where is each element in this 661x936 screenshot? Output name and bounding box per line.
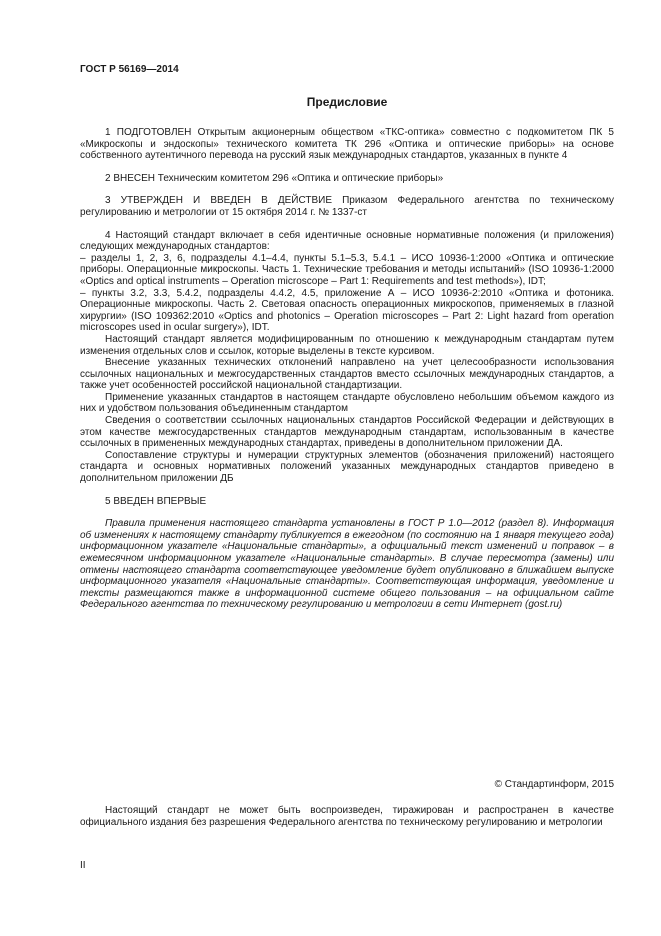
page-title: Предисловие	[306, 95, 388, 109]
section-5-introduced: 5 ВВЕДЕН ВПЕРВЫЕ	[105, 495, 207, 507]
foreword-content	[80, 127, 614, 611]
section-4-item-2: – пункты 3.2, 3.3, 5.4.2, подразделы 4.4.2, 4.5, приложение А – ИСО 10936-2:2010 «Оптика и фотоника. Операционные микроскопы. Часть 2. Световая опасность операционных микроскопов, применяемых в глазной хирургии» (ISO 109362:2010 «Optics and photonics – Operation microscopes – Part 2: Light hazard from operation microscopes used in ocular surgery»), IDT.	[80, 287, 614, 334]
section-2-submitted: 2 ВНЕСЕН Техническим комитетом 296 «Оптика и оптические приборы»	[105, 172, 444, 184]
reproduction-notice-block	[80, 805, 614, 828]
section-4-paragraph-1: Настоящий стандарт является модифицированным по отношению к международным стандартам путем изменения отдельных слов и ссылок, которые выделены в тексте курсивом.	[80, 333, 614, 357]
copyright-notice: © Стандартинформ, 2015	[494, 779, 614, 790]
section-4-paragraph-2: Внесение указанных технических отклонений направлено на учет целесообразности использования ссылочных национальных и межгосударственных стандартов вместо ссылочных международных стандартов, а также учет особенностей российской национальной стандартизации.	[80, 357, 614, 392]
page-number: II	[80, 860, 86, 871]
section-1-prepared: 1 ПОДГОТОВЛЕН Открытым акционерным обществом «ТКС-оптика» совместно с подкомитетом ПК 5 «Микроскопы и эндоскопы» технического комитета ТК 296 «Оптика и оптические приборы» на основе собственного аутентичного перевода на русский язык международных стандартов, указанных в пункте 4	[80, 127, 614, 162]
section-4-paragraph-4: Сведения о соответствии ссылочных национальных стандартов Российской Федерации и действующих в этом качестве межгосударственных стандартов международным стандартам, использованным в качестве ссылочных в примененных международных стандартах, приведены в дополнительном приложении ДА.	[80, 415, 614, 450]
application-rules-notice: Правила применения настоящего стандарта установлены в ГОСТ Р 1.0—2012 (раздел 8). Информация об изменениях к настоящему стандарту публикуется в ежегодном (по состоянию на 1 января текущего года) информационном указателе «Национальные стандарты», а официальный текст изменений и поправок – в ежемесячном информационном указателе «Национальные стандарты». В случае пересмотра (замены) или отмены настоящего стандарта соответствующее уведомление будет опубликовано в ближайшем выпуске информационного указателя «Национальные стандарты». Соответствующая информация, уведомление и тексты размещаются также в информационной системе общего пользования – на официальном сайте Федерального агентства по техническому регулированию и метрологии в сети Интернет (gost.ru)	[80, 518, 614, 611]
section-4-paragraph-3: Применение указанных стандартов в настоящем стандарте обусловлено небольшим объемом каждого из них и удобством пользования объединенным стандартом	[80, 391, 614, 415]
section-4-item-1: – разделы 1, 2, 3, 6, подразделы 4.1–4.4, пункты 5.1–5.3, 5.4.1 – ИСО 10936-1:2000 «Оптика и оптические приборы. Операционные микроскопы. Часть 1. Технические требования и методы испытаний» (ISO 10936-1:2000 «Optics and optical instruments – Operation microscope – Part 1: Requirements and test methods»), IDT;	[80, 252, 614, 287]
section-3-approved: 3 УТВЕРЖДЕН И ВВЕДЕН В ДЕЙСТВИЕ Приказом Федерального агентства по техническому регулированию и метрологии от 15 октября 2014 г. № 1337-ст	[80, 195, 614, 218]
section-4-paragraph-5: Сопоставление структуры и нумерации структурных элементов (обозначения приложений) настоящего стандарта и основных нормативных положений указанных международных стандартов приведено в дополнительном приложении ДБ	[80, 449, 614, 485]
reproduction-notice: Настоящий стандарт не может быть воспроизведен, тиражирован и распространен в качестве официального издания без разрешения Федерального агентства по техническому регулированию и метрологии	[80, 805, 614, 828]
document-header: ГОСТ Р 56169—2014	[80, 64, 179, 75]
section-4-intro: 4 Настоящий стандарт включает в себя идентичные основные нормативные положения (и приложения) следующих международных стандартов:	[80, 229, 614, 253]
